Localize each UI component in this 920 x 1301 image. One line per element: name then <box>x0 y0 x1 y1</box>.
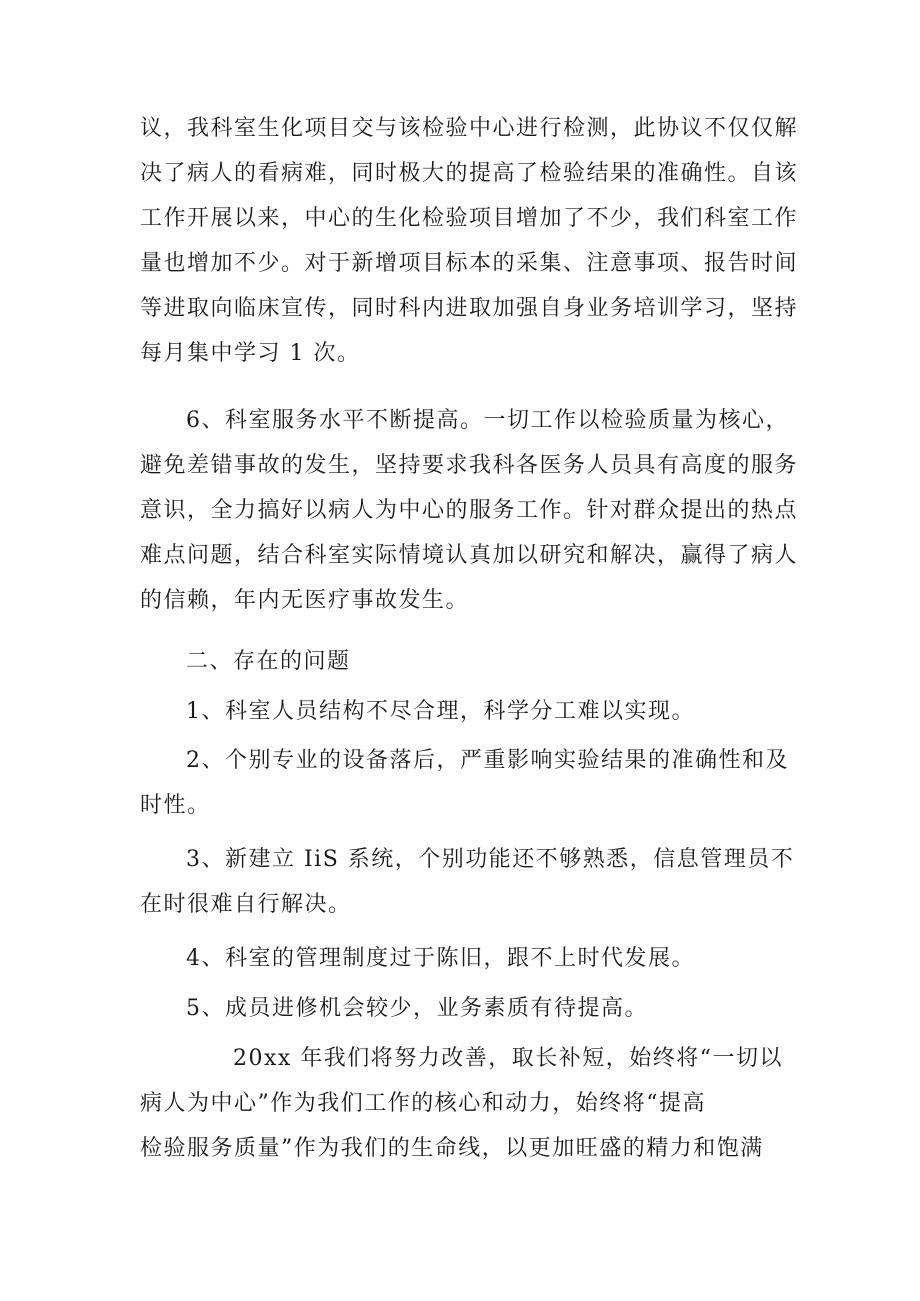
paragraph-problem-5 <box>140 986 790 1031</box>
paragraph-agreement <box>140 106 799 376</box>
paragraph-problem-1 <box>140 689 790 734</box>
text-line: 在时很难自行解决。 <box>140 892 352 917</box>
text-line: 检验服务质量”作为我们的生命线，以更加旺盛的精力和饱满 <box>140 1136 764 1161</box>
text-line: 1、科室人员结构不尽合理，科学分工难以实现。 <box>186 699 695 724</box>
text-line: 时性。 <box>140 793 211 818</box>
text-line: 二、存在的问题 <box>186 649 351 674</box>
text-line: 等进取向临床宣传，同时科内进取加强自身业务培训学习，坚持 <box>140 296 799 321</box>
text-line: 2、个别专业的设备落后，严重影响实验结果的准确性和及 <box>186 748 789 773</box>
section-heading-problems <box>140 639 790 684</box>
text-line: 3、新建立 IiS 系统，个别功能还不够熟悉，信息管理员不 <box>186 847 795 872</box>
text-line: 的信赖，年内无医疗事故发生。 <box>140 588 470 613</box>
text-line: 20xx 年我们将努力改善，取长补短，始终将“一切以 <box>233 1046 784 1071</box>
text-line: 量也增加不少。对于新增项目标本的采集、注意事项、报告时间 <box>140 251 799 276</box>
paragraph-problem-2 <box>140 738 790 828</box>
text-line: 4、科室的管理制度过于陈旧，跟不上时代发展。 <box>186 946 695 971</box>
paragraph-problem-4 <box>140 936 790 981</box>
paragraph-item-6 <box>140 398 799 623</box>
text-line: 难点问题，结合科室实际情境认真加以研究和解决，赢得了病人 <box>140 543 799 568</box>
text-line: 决了病人的看病难，同时极大的提高了检验结果的准确性。自该 <box>140 161 799 186</box>
text-line: 6、科室服务水平不断提高。一切工作以检验质量为核心， <box>186 408 789 433</box>
text-line: 意识，全力搞好以病人为中心的服务工作。针对群众提出的热点 <box>140 498 799 523</box>
paragraph-problem-3 <box>140 837 795 927</box>
text-line: 议，我科室生化项目交与该检验中心进行检测，此协议不仅仅解 <box>140 116 799 141</box>
text-line: 工作开展以来，中心的生化检验项目增加了不少，我们科室工作 <box>140 206 799 231</box>
text-line: 5、成员进修机会较少，业务素质有待提高。 <box>186 996 648 1021</box>
paragraph-closing <box>140 1036 790 1171</box>
text-line: 病人为中心”作为我们工作的核心和动力，始终将“提高 <box>140 1091 706 1116</box>
text-line: 避免差错事故的发生，坚持要求我科各医务人员具有高度的服务 <box>140 453 799 478</box>
text-line: 每月集中学习 1 次。 <box>140 341 361 366</box>
